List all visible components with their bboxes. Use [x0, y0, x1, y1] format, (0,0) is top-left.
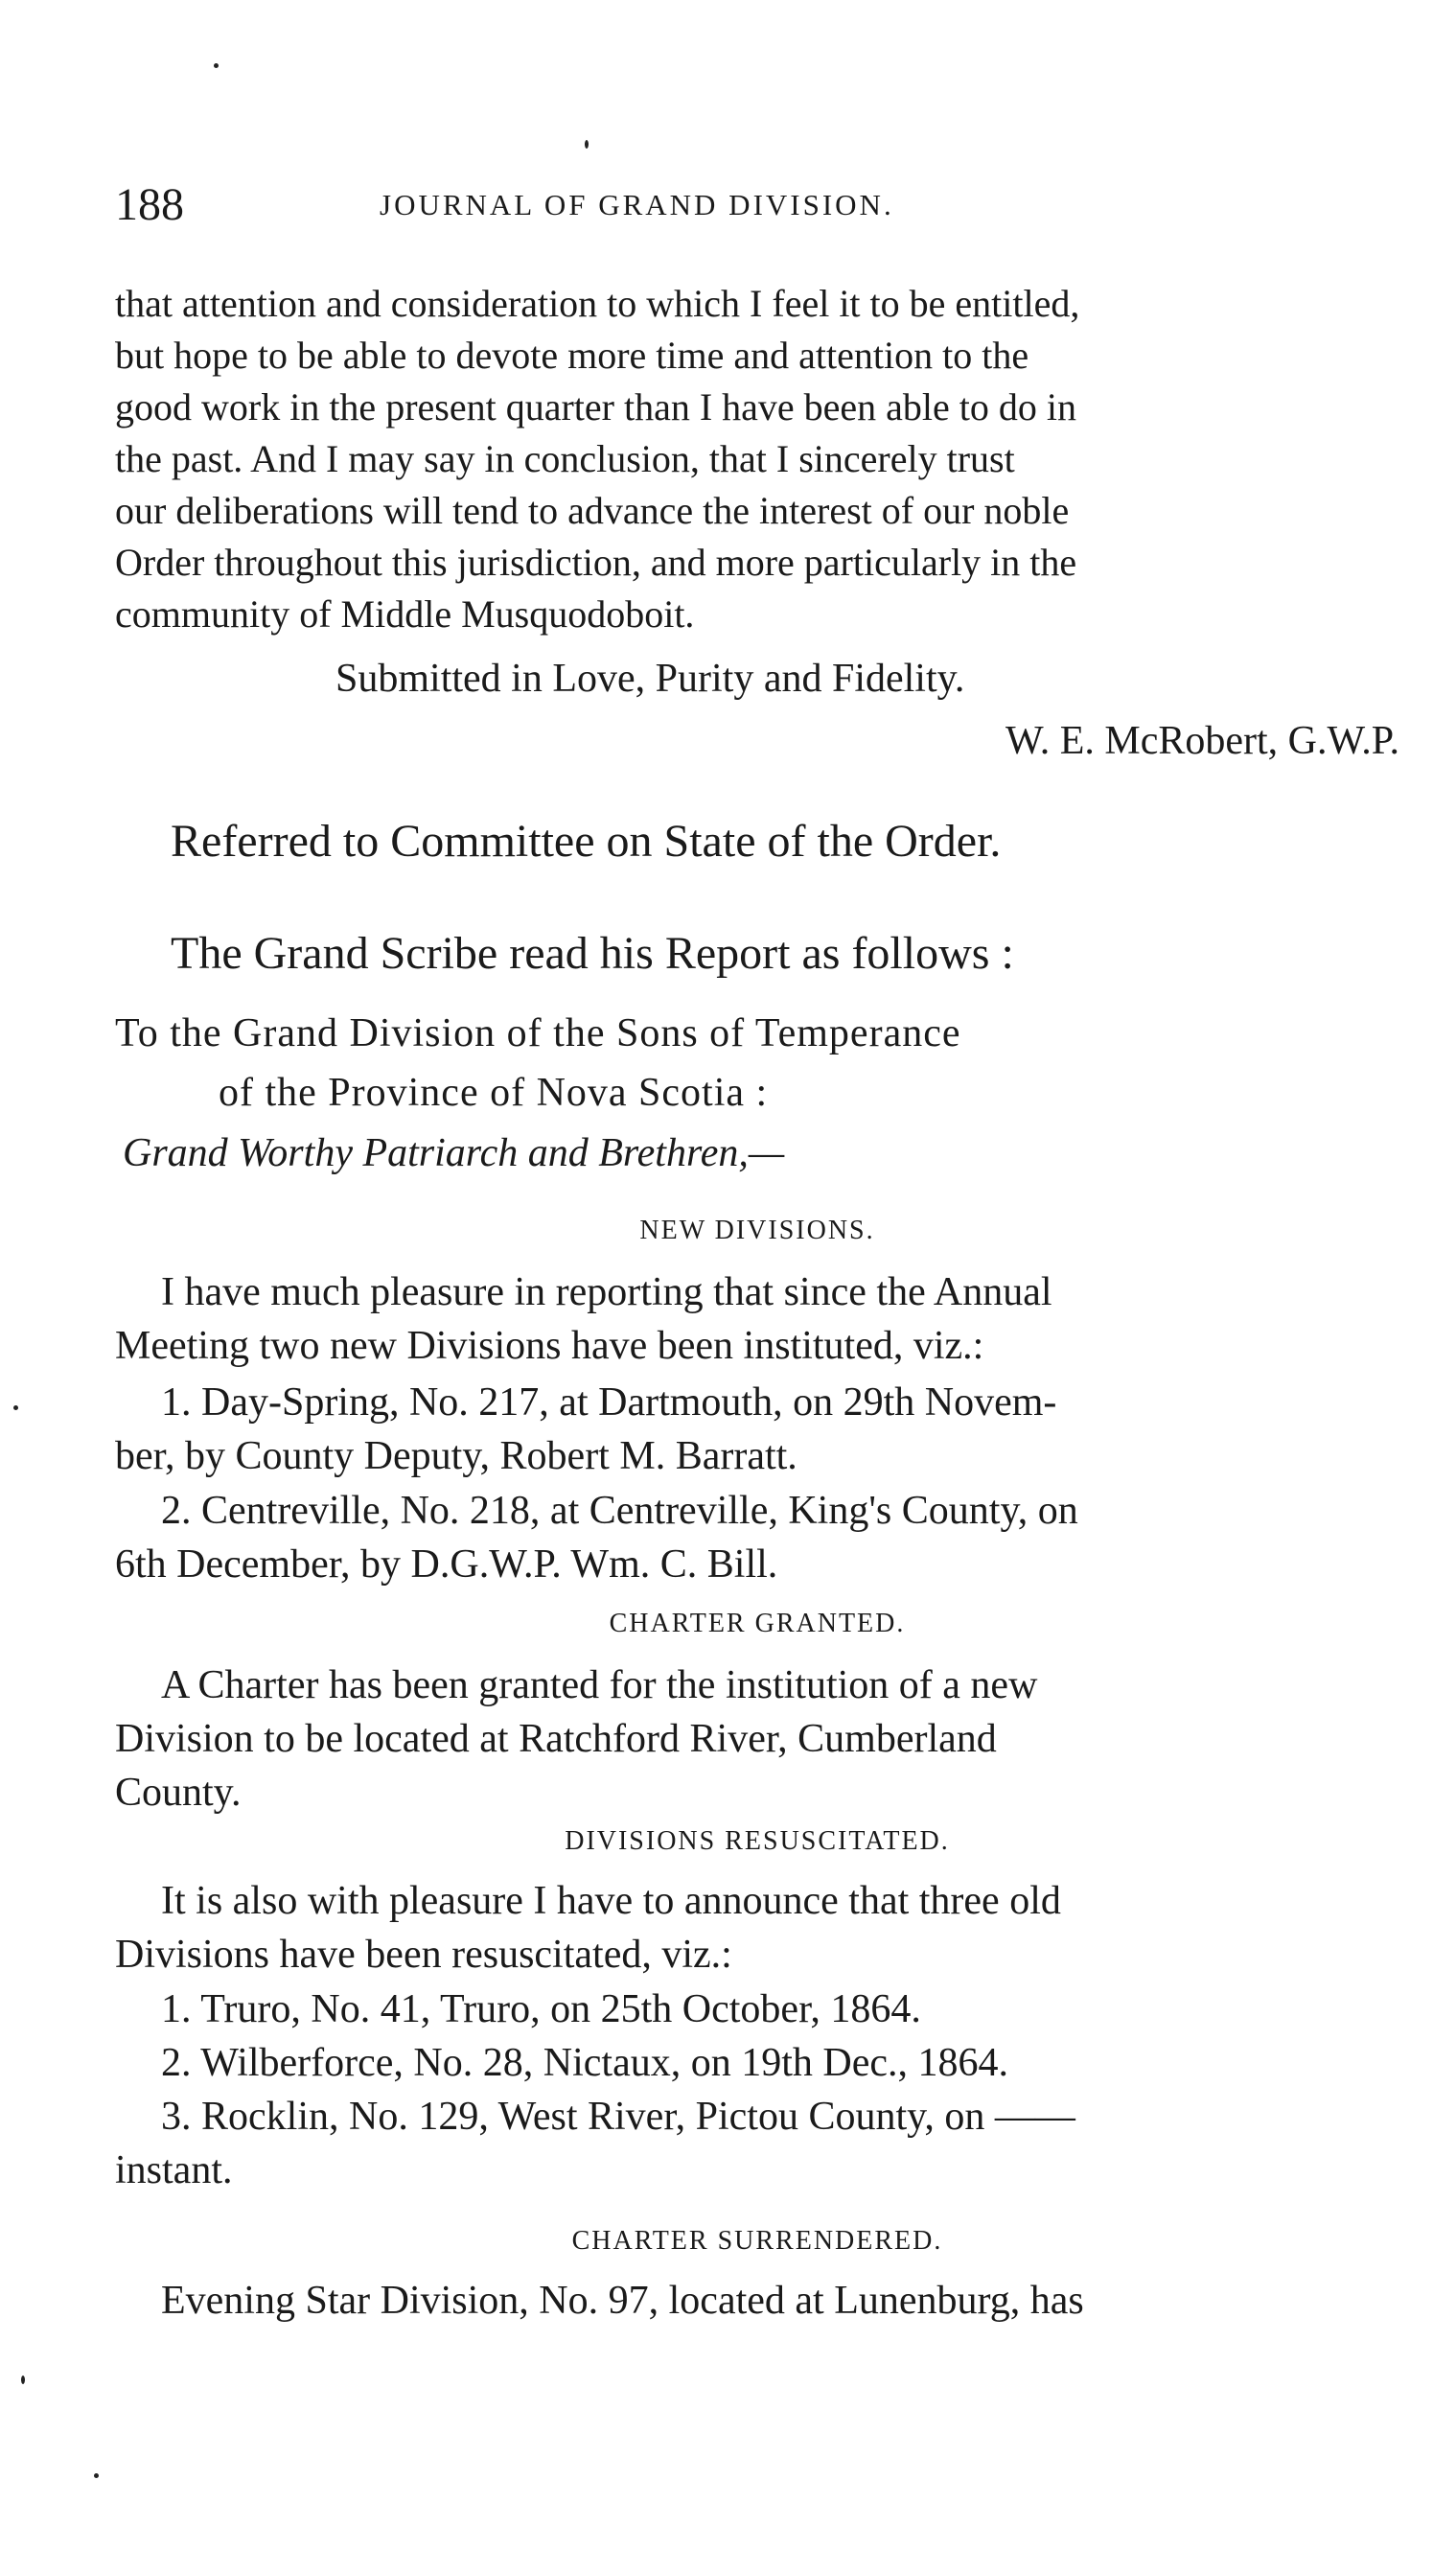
- charter-surrendered-text: [115, 2274, 1399, 2328]
- new-division-item-1: [115, 1376, 1399, 1483]
- text-line: 6th December, by D.G.W.P. Wm. C. Bill.: [115, 1542, 778, 1587]
- list-item: 3. Rocklin, No. 129, West River, Pictou County, on ——: [161, 2095, 1075, 2139]
- address-line-2: of the Province of Nova Scotia :: [219, 1071, 769, 1115]
- text-line: Meeting two new Divisions have been instituted, viz.:: [115, 1324, 984, 1368]
- section-heading-divisions-resuscitated: DIVISIONS RESUSCITATED.: [565, 1826, 950, 1856]
- running-head: [115, 178, 1399, 245]
- text-line: but hope to be able to devote more time and attention to the: [115, 334, 1029, 377]
- address-line-1: To the Grand Division of the Sons of Temperance: [115, 1011, 961, 1055]
- text-line: Evening Star Division, No. 97, located at Lunenburg, has: [161, 2279, 1084, 2323]
- scan-speck: [214, 63, 219, 68]
- text-line: It is also with pleasure I have to announce that three old: [161, 1879, 1061, 1923]
- text-line: community of Middle Musquodoboit.: [115, 592, 695, 636]
- report-intro: The Grand Scribe read his Report as follows :: [171, 928, 1014, 979]
- text-line: the past. And I may say in conclusion, that I sincerely trust: [115, 437, 1015, 480]
- signature: W. E. McRobert, G.W.P.: [1005, 719, 1399, 763]
- scan-speck: [13, 1405, 18, 1410]
- list-item: 2. Wilberforce, No. 28, Nictaux, on 19th Dec., 1864.: [161, 2041, 1008, 2085]
- document-page: [115, 0, 1399, 2573]
- new-divisions-intro: [115, 1265, 1399, 1373]
- page-number: 188: [115, 179, 184, 230]
- text-line: our deliberations will tend to advance the interest of our noble: [115, 489, 1070, 532]
- opening-paragraph: [115, 278, 1399, 640]
- closing-line: Submitted in Love, Purity and Fidelity.: [335, 657, 965, 701]
- text-line: that attention and consideration to which I feel it to be entitled,: [115, 282, 1080, 325]
- resuscitated-intro: [115, 1874, 1399, 1982]
- salutation: Grand Worthy Patriarch and Brethren,—: [123, 1131, 785, 1175]
- text-line: 2. Centreville, No. 218, at Centreville, King's County, on: [161, 1489, 1078, 1533]
- text-line: good work in the present quarter than I have been able to do in: [115, 385, 1077, 429]
- text-line: County.: [115, 1771, 242, 1815]
- section-heading-charter-surrendered: CHARTER SURRENDERED.: [571, 2226, 943, 2256]
- text-line: I have much pleasure in reporting that since the Annual: [161, 1270, 1052, 1314]
- scan-speck: [94, 2473, 99, 2478]
- scan-speck: [21, 2376, 25, 2384]
- list-item: 1. Truro, No. 41, Truro, on 25th October, 1864.: [161, 1987, 921, 2031]
- scan-speck: [585, 140, 589, 149]
- new-division-item-2: [115, 1484, 1399, 1591]
- text-line: Order throughout this jurisdiction, and more particularly in the: [115, 541, 1077, 584]
- text-line: Division to be located at Ratchford River, Cumberland: [115, 1717, 997, 1761]
- text-line: A Charter has been granted for the institution of a new: [161, 1663, 1038, 1707]
- charter-granted-text: [115, 1658, 1399, 1820]
- text-line: Divisions have been resuscitated, viz.:: [115, 1933, 732, 1977]
- text-line: 1. Day-Spring, No. 217, at Dartmouth, on 29th Novem-: [161, 1380, 1057, 1425]
- section-heading-new-divisions: NEW DIVISIONS.: [639, 1216, 875, 1245]
- section-heading-charter-granted: CHARTER GRANTED.: [609, 1609, 906, 1638]
- running-title: JOURNAL OF GRAND DIVISION.: [380, 188, 894, 221]
- referral-note: Referred to Committee on State of the Order.: [171, 816, 1002, 867]
- text-line: ber, by County Deputy, Robert M. Barratt.: [115, 1434, 797, 1478]
- list-item-continuation: instant.: [115, 2148, 233, 2192]
- resuscitated-list: [115, 1982, 1399, 2197]
